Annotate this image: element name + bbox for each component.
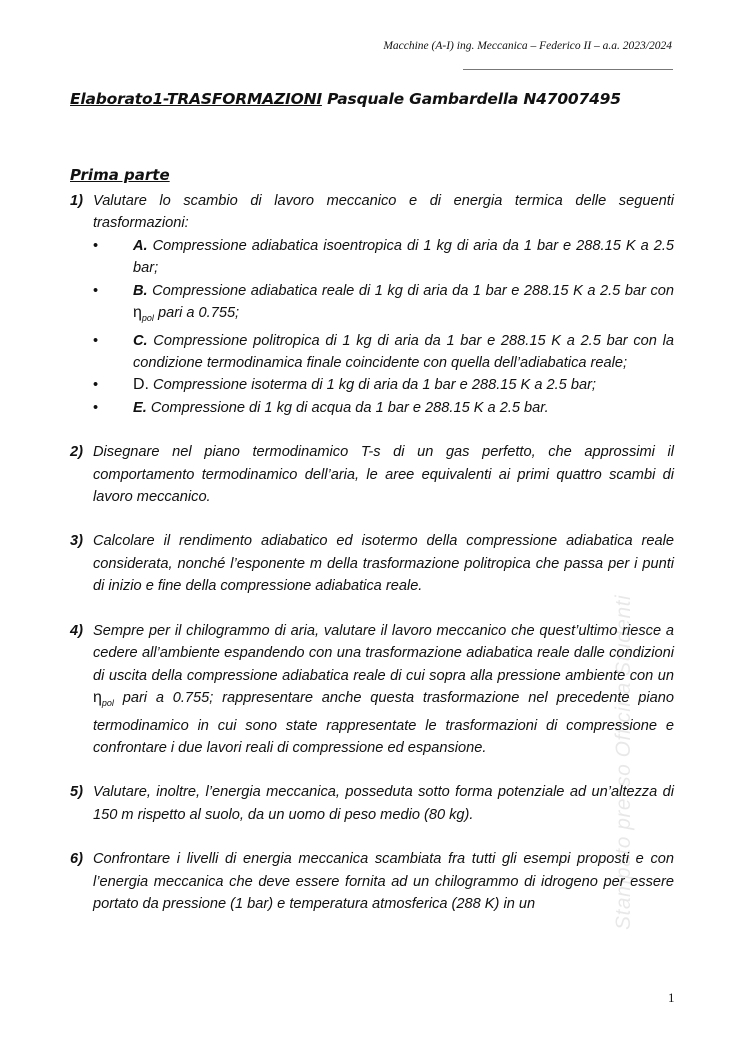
question-text: Confrontare i livelli di energia meccanica scambiata fra tutti gli esempi proposti e con l’energia meccanica che deve essere fornita ad un chilogrammo di idrogeno per essere portato da pressione (1 bar) e temperatura atmosferica (288 K) in un [93,851,674,912]
document-title-author: Pasquale Gambardella N47007495 [321,90,621,108]
questions-list [70,190,674,915]
bullet-icon: • [93,399,99,416]
page-number: 1 [668,990,675,1005]
document-title-assignment: Elaborato1-TRASFORMAZIONI [70,90,322,108]
question-number: 6) [70,851,83,868]
question-2 [70,441,674,508]
print-watermark: Stampato presso Officina Studenti [612,594,635,930]
document-title [70,90,621,108]
question-number: 5) [70,784,83,801]
list-item-d: • D. Compressione isoterma di 1 kg di aria da 1 bar e 288.15 K a 2.5 bar; [93,374,674,396]
bullet-icon: • [93,332,99,349]
eta-pol-symbol: $\eta_{pol}$ [133,304,154,324]
question-number: 3) [70,533,83,550]
question-text: Sempre per il chilogrammo di aria, valutare il lavoro meccanico che quest’ultimo riesce a cedere all’ambiente espandendo con una trasformazione adiabatica reale dalle condizioni di uscita della compressione adiabatica reale di cui sopra alla pressione ambiente con un $\eta_{pol}$ pari a 0.755; rappresentare anche questa trasformazione nel precedente piano termodinamico in cui sono state rappresentate le trasformazioni di compressione e confrontare i due lavori reali di compressione ed espansione. [93,622,674,756]
list-item-a: • A. Compressione adiabatica isoentropica di 1 kg di aria da 1 bar e 288.15 K a 2.5 bar; [93,235,674,280]
question-3 [70,530,674,597]
header-divider [463,69,673,70]
question-number: 1) [70,193,83,209]
question-number: 4) [70,622,83,639]
question-1 [70,190,674,419]
question-number: 2) [70,444,83,461]
question-6 [70,848,674,915]
bullet-icon: • [93,237,99,254]
question-5 [70,781,674,826]
question-4 [70,620,674,760]
transformations-list [93,235,674,419]
eta-pol-symbol: $\eta_{pol}$ [93,688,114,709]
running-header: Macchine (A-I) ing. Meccanica – Federico II – a.a. 2023/2024 [383,40,672,52]
section-title: Prima parte [70,166,170,184]
list-item-e: • E. Compressione di 1 kg di acqua da 1 bar e 288.15 K a 2.5 bar. [93,397,674,419]
list-item-b: • B. Compressione adiabatica reale di 1 kg di aria da 1 bar e 288.15 K a 2.5 bar con $\eta_{pol}$ pari a 0.755; [93,280,674,330]
question-text: Valutare, inoltre, l’energia meccanica, posseduta sotto forma potenziale ad un’altezza di 150 m rispetto al suolo, da un uomo di peso medio (80 kg). [93,784,674,823]
bullet-icon: • [93,282,99,299]
question-text: Disegnare nel piano termodinamico T-s di un gas perfetto, che approssimi il comportamento termodinamico dell’aria, le aree equivalenti ai primi quattro scambi di lavoro meccanico. [93,444,674,506]
question-text: Calcolare il rendimento adiabatico ed isotermo della compressione adiabatica reale considerata, nonché l’esponente m della trasformazione politropica che passa per i punti di inizio e fine della compressione adiabatica reale. [93,533,674,595]
list-item-c: • C. Compressione politropica di 1 kg di aria da 1 bar e 288.15 K a 2.5 bar con la condizione termodinamica finale coincidente con quella dell’adiabatica reale; [93,330,674,375]
bullet-icon: • [93,377,99,394]
question-text: Valutare lo scambio di lavoro meccanico e di energia termica delle seguenti trasformazioni: [93,193,674,232]
